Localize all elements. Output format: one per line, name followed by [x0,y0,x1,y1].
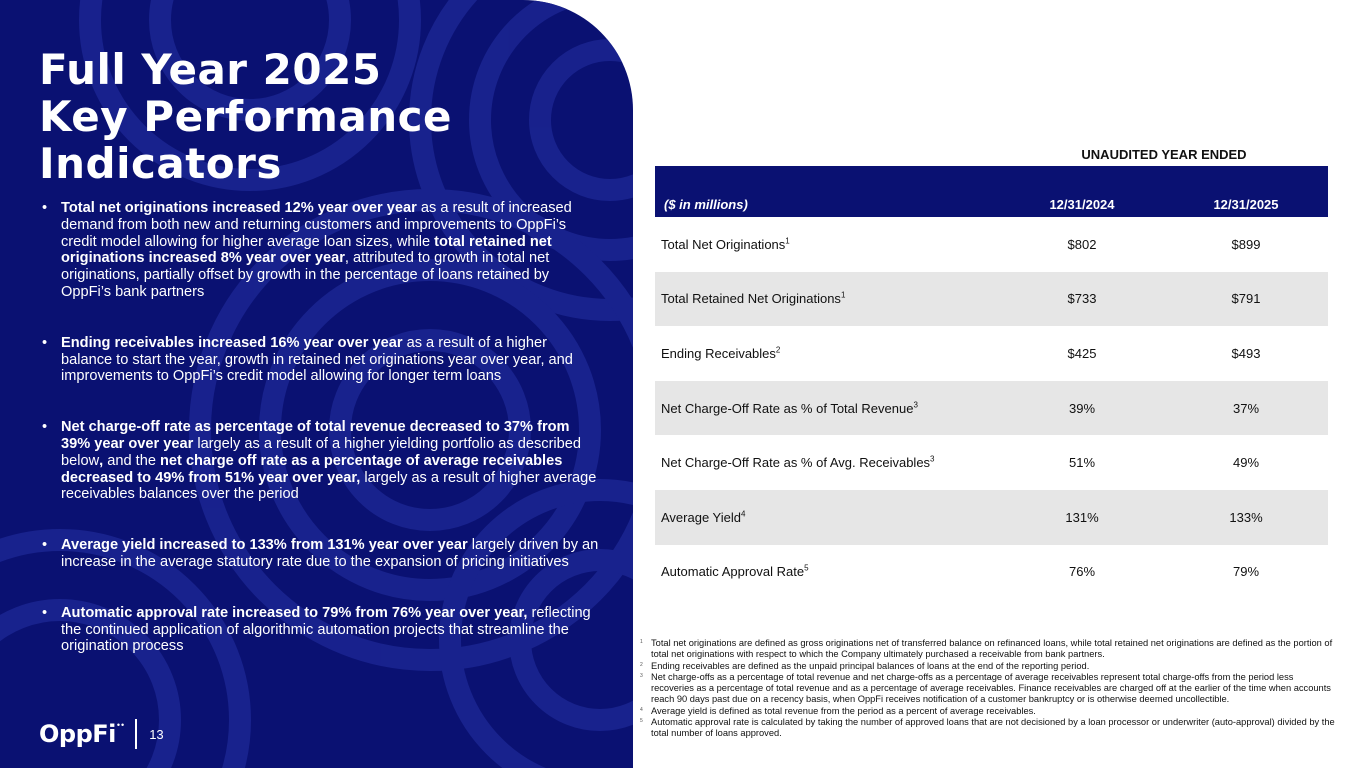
value-2024: $425 [1067,345,1097,361]
footnote-text: Ending receivables are defined as the unpaid principal balances of loans at the end of the reporting period. [651,660,1090,671]
table-row [655,435,1328,490]
footnotes [640,638,1335,740]
bullet-net-originations [42,200,602,301]
footnote-ref: 3 [930,454,935,464]
bullet-text: largely as a result of higher average receivables balances over the period [61,469,597,503]
footnote [640,672,1335,706]
bullet-net-charge-off [42,419,602,503]
row-label-text: Total Retained Net Originations [661,291,841,307]
bullet-text: largely as a result of a higher yielding portfolio as described below [61,435,582,469]
title-line-2: Key Performance [39,92,453,141]
value-2025: 133% [1164,490,1328,545]
row-label-text: Ending Receivables [661,345,776,361]
footnote [640,638,1335,661]
title-line-1: Full Year 2025 [39,45,382,94]
bullet-bold-text: , [99,452,108,469]
footnote-number: 3 [640,672,643,679]
row-label [655,381,1000,436]
logo-dots: •• [116,720,126,730]
footnote-number: 1 [640,639,643,645]
value-2024: $733 [1000,272,1164,327]
footnote-ref: 1 [840,291,846,301]
value-2025: $791 [1164,272,1328,327]
row-label-text: Net Charge-Off Rate as % of Avg. Receivables [661,455,931,471]
bullet-auto-approval [42,605,602,655]
footnote-ref: 3 [913,400,918,410]
footnote-ref: 1 [785,236,790,246]
bullet-text: and the [107,452,160,469]
kpi-table [655,166,1328,599]
footnote-number: 4 [640,706,643,713]
bullet-bold-text: Total net originations increased 12% year over year [61,200,417,216]
footnote-text: Total net originations are defined as gross originations net of transferred balance on refinanced loans, while total retained net originations are defined as the portion of total net originations with respect to which the Company ultimately purchased a receivable from bank partners. [651,638,1333,660]
table-header-row [655,166,1328,217]
logo-divider [135,719,137,749]
footnote-number: 2 [640,661,643,668]
footnote-ref: 2 [775,345,781,355]
value-2024: 39% [1000,381,1164,436]
footnote-text: Net charge-offs as a percentage of total revenue and net charge-offs as a percentage of average receivables represent total charge-offs from the period less recoveries as a percentage of total revenue and as a percentage of average receivables. Finance receivables are charged off at the earlier of the time when accounts reach 90 days past due on a recency basis, when OppFi receives notification of a customer bankruptcy or is otherwise deemed uncollectible. [651,671,1331,705]
oppfi-logo: OppFi [39,720,116,748]
table-row [655,381,1328,436]
row-label [655,272,1000,327]
title-line-3: Indicators [39,139,282,188]
value-2025: 49% [1232,455,1260,471]
kpi-bullet-list [42,200,602,655]
value-2025: $493 [1231,345,1261,361]
value-2024: $802 [1067,236,1097,252]
header-2024: 12/31/2024 [1000,166,1164,217]
footnote [640,717,1335,740]
bullet-bold-text: Automatic approval rate increased to 79% from 76% year over year, [61,604,528,621]
table-row [655,217,1328,272]
bullet-average-yield [42,537,602,571]
row-label [655,435,1000,490]
value-2024: 76% [1068,564,1096,580]
bullet-bold-text: Ending receivables increased 16% year over year [61,334,403,351]
table-row [655,272,1328,327]
table-row [655,490,1328,545]
bullet-bold-text: net charge off rate as a percentage of average receivables decreased to 49% from 51% year over year, [61,452,563,486]
table-caption: UNAUDITED YEAR ENDED [1081,147,1247,162]
table-row [655,326,1328,381]
row-label [655,490,1000,545]
footnote-text: Average yield is defined as total revenue from the period as a percent of average receivables. [651,705,1036,716]
left-panel [0,0,633,768]
row-label [655,326,1000,381]
row-label [655,545,1000,600]
header-units: ($ in millions) [655,166,1000,217]
row-label-text: Total Net Originations [661,236,786,252]
value-2025: 79% [1232,564,1260,580]
footnote [640,661,1335,672]
bullet-text: as a result of a higher balance to start the year, growth in retained net originations year over year, and improvements to OppFi’s credit model allowing for longer term loans [61,334,573,385]
row-label-text: Average Yield [661,509,741,525]
page-number: 13 [149,726,164,742]
bullet-bold-text: Average yield increased to 133% from 131% year over year [61,537,468,554]
bullet-text: largely driven by an increase in the average statutory rate due to the expansion of pricing initiatives [61,537,599,570]
footnote-text: Automatic approval rate is calculated by taking the number of approved loans that are not decisioned by a loan processor or underwriter (auto-approval) divided by the total number of loans approved. [651,717,1335,739]
page-title [39,46,599,187]
value-2025: $899 [1231,236,1261,252]
header-2025: 12/31/2025 [1164,166,1328,217]
footnote-number: 5 [640,718,643,725]
row-label-text: Net Charge-Off Rate as % of Total Revenue [661,400,914,416]
table-row [655,545,1328,600]
bullet-text: as a result of increased demand from both new and returning customers and improvements to OppFi’s credit model allowing for higher average loan sizes, while [61,200,572,250]
value-2024: 51% [1068,455,1096,471]
bullet-bold-text: Net charge-off rate as percentage of total revenue decreased to 37% from 39% year over year [61,419,570,452]
bullet-text: reflecting the continued application of algorithmic automation projects that streamline the origination process [61,604,591,655]
bullet-ending-receivables [42,335,602,385]
footnote [640,706,1335,717]
value-2024: 131% [1000,490,1164,545]
bullet-text: , attributed to growth in total net originations, partially offset by growth in the percentage of loans retained by OppFi’s bank partners [61,250,550,300]
footer-logo [39,718,164,750]
bullet-bold-text: total retained net originations increased 8% year over year [61,233,552,267]
value-2025: 37% [1164,381,1328,436]
row-label-text: Automatic Approval Rate [661,564,805,580]
footnote-ref: 5 [804,564,809,574]
footnote-ref: 4 [741,509,746,519]
row-label [655,217,1000,272]
